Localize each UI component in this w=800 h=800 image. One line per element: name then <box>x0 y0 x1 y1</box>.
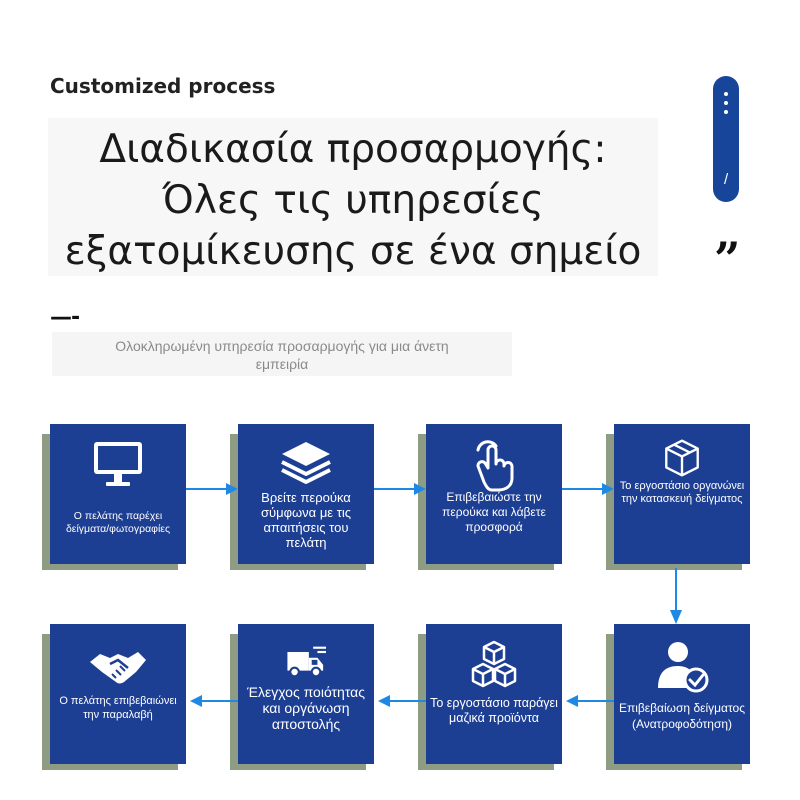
step-card-5 <box>614 624 750 770</box>
arrow-1-2 <box>186 482 238 496</box>
arrow-5-6 <box>566 694 614 708</box>
subtitle-panel <box>52 332 512 376</box>
step-card-4 <box>614 424 750 570</box>
tap-hand-icon <box>464 438 524 494</box>
title-line-3: εξατομίκευσης σε ένα σημείο <box>64 229 642 274</box>
step-label-6: Το εργοστάσιο παράγει μαζικά προϊόντα <box>430 696 558 725</box>
subtitle-line-1: Ολοκληρωμένη υπηρεσία προσαρμογής για μια άνετη <box>115 338 449 354</box>
more-dots-icon[interactable] <box>724 92 728 119</box>
truck-icon <box>276 642 336 682</box>
step-label-5: Επιβεβαίωση δείγματος (Ανατροφοδότηση) <box>618 701 746 731</box>
user-check-icon <box>652 638 712 694</box>
title-line-2: Όλες τις υπηρεσίες <box>162 178 544 223</box>
subtitle <box>52 337 512 373</box>
box-icon <box>652 436 712 480</box>
side-pill-slash: / <box>724 171 729 188</box>
page-title <box>48 124 658 277</box>
arrow-6-7 <box>378 694 426 708</box>
step-label-4: Το εργοστάσιο οργανώνει την κατασκευή δείγματος <box>619 480 745 505</box>
step-card-7 <box>238 624 374 770</box>
quote-mark-icon: ” <box>714 232 741 286</box>
step-label-8: Ο πελάτης επιβεβαιώνει την παραλαβή <box>59 695 177 721</box>
monitor-icon <box>88 438 148 494</box>
subtitle-line-2: εμπειρία <box>255 356 309 372</box>
arrow-7-8 <box>190 694 238 708</box>
step-card-6 <box>426 624 562 770</box>
step-card-1 <box>50 424 186 570</box>
step-label-1: Ο πελάτης παρέχει δείγματα/φωτογραφίες <box>65 510 171 535</box>
arrow-3-4 <box>562 482 614 496</box>
step-label-7: Έλεγχος ποιότητας και οργάνωση αποστολής <box>246 684 366 732</box>
title-dash: —- <box>50 305 80 330</box>
layers-icon <box>276 438 336 494</box>
arrow-4-5 <box>669 568 683 624</box>
step-label-3: Επιβεβαιώστε την περούκα και λάβετε προσφορά <box>442 490 546 534</box>
title-line-1: Διαδικασία προσαρμογής: <box>99 127 607 172</box>
step-card-8 <box>50 624 186 770</box>
handshake-icon <box>88 638 148 694</box>
step-card-3 <box>426 424 562 570</box>
arrow-2-3 <box>374 482 426 496</box>
boxes-icon <box>464 638 524 694</box>
step-card-2 <box>238 424 374 570</box>
step-label-2: Βρείτε περούκα σύμφωνα με τις απαιτήσεις του πελάτη <box>260 490 352 550</box>
eyebrow-heading: Customized process <box>50 74 276 98</box>
title-panel <box>48 118 658 276</box>
